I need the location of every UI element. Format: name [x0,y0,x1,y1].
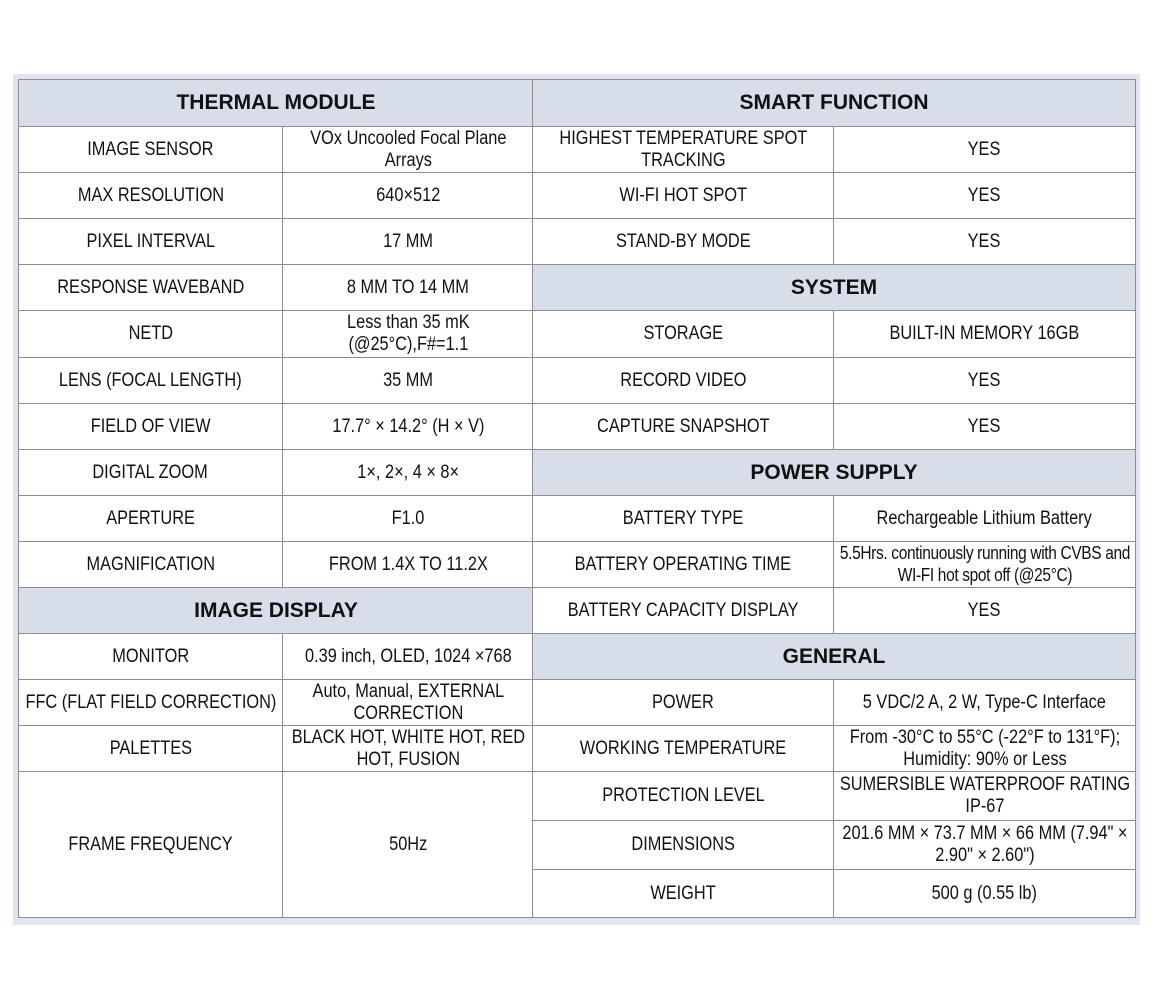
spec-label [19,127,283,173]
table-row [533,542,1136,588]
cell-text: FFC (FLAT FIELD CORRECTION) [25,691,276,713]
table-row [533,680,1136,726]
spec-value [283,173,534,219]
cell-text: POWER SUPPLY [750,460,918,484]
spec-value [283,496,534,542]
cell-text: PALETTES [109,737,192,759]
cell-text: 35 MM [383,369,433,391]
spec-value [834,219,1136,265]
spec-value [834,726,1136,772]
spec-label [19,358,283,404]
cell-text: 5 VDC/2 A, 2 W, Type-C Interface [862,691,1107,713]
spec-label [19,496,283,542]
section-header-row [533,634,1136,680]
spec-value [283,450,534,496]
table-row [19,542,534,588]
table-row [19,450,534,496]
cell-text: PIXEL INTERVAL [86,230,215,252]
spec-label [533,772,834,821]
cell-text: IMAGE DISPLAY [194,598,358,622]
spec-label [19,542,283,588]
spec-value [283,404,534,450]
cell-text: DIMENSIONS [631,834,735,855]
cell-text: WEIGHT [650,882,716,904]
table-row [19,173,534,219]
spec-label [533,219,834,265]
cell-text: 8 MM TO 14 MM [347,276,469,298]
cell-text: YES [968,184,1001,206]
spec-value [834,173,1136,219]
cell-text: DIGITAL ZOOM [92,461,209,483]
spec-label [19,173,283,219]
spec-value [283,311,534,358]
cell-text: YES [968,369,1001,391]
cell-text: 50Hz [388,833,428,855]
cell-text: IMAGE SENSOR [87,138,214,160]
cell-text: YES [968,230,1001,252]
cell-text: BATTERY OPERATING TIME [574,553,792,575]
table-row [533,821,1136,870]
spec-label [19,311,283,358]
image-display-header [19,588,534,634]
cell-text: FROM 1.4X TO 11.2X [328,553,488,575]
cell-text: FRAME FREQUENCY [68,833,233,855]
spec-table [13,74,1140,925]
spec-value [834,542,1136,588]
spec-label [19,219,283,265]
left-spec-panel [18,79,534,918]
cell-text: PROTECTION LEVEL [601,785,765,806]
table-row [533,588,1136,634]
table-row [19,726,534,772]
spec-label [533,358,834,404]
spec-value [834,821,1136,870]
section-header-row [533,450,1136,496]
smart-function-header [533,80,1136,127]
spec-value [283,634,534,680]
cell-text: THERMAL MODULE [176,91,376,114]
cell-text: STAND-BY MODE [615,230,751,252]
table-row [19,772,534,918]
spec-label [533,496,834,542]
spec-value [283,680,534,726]
cell-text: WORKING TEMPERATURE [579,737,787,759]
cell-text: MAX RESOLUTION [77,184,224,206]
spec-label [19,726,283,772]
cell-text: FIELD OF VIEW [90,415,211,437]
cell-text: VOx Uncooled Focal Plane Arrays [309,127,507,171]
table-row [533,870,1136,918]
section-header-row [19,588,534,634]
cell-text: Auto, Manual, EXTERNAL CORRECTION [312,680,504,724]
table-row [533,311,1136,358]
cell-text: APERTURE [106,507,195,529]
spec-label [533,821,834,870]
cell-text: POWER [652,691,714,713]
table-row [533,219,1136,265]
cell-text: 5.5Hrs. continuously running with CVBS and WI-FI hot spot off (@25°C) [839,543,1130,585]
cell-text: 640×512 [375,184,441,206]
spec-label [19,450,283,496]
spec-value [283,358,534,404]
system-header [533,265,1136,311]
cell-text: 500 g (0.55 lb) [931,882,1038,904]
cell-text: CAPTURE SNAPSHOT [596,415,770,437]
spec-label [533,588,834,634]
cell-text: WI-FI HOT SPOT [619,184,747,206]
spec-label [19,634,283,680]
spec-value [834,870,1136,918]
table-row [19,311,534,358]
spec-value [283,127,534,173]
right-spec-panel [532,79,1136,918]
table-row [533,358,1136,404]
cell-text: Rechargeable Lithium Battery [876,507,1093,529]
cell-text: BUILT-IN MEMORY 16GB [889,323,1080,344]
cell-text: YES [968,599,1001,621]
cell-text: LENS (FOCAL LENGTH) [59,369,242,391]
table-row [19,680,534,726]
spec-label [533,173,834,219]
cell-text: GENERAL [782,644,886,668]
cell-text: Less than 35 mK (@25°C),F#=1.1 [346,312,470,355]
cell-text: 201.6 MM × 73.7 MM × 66 MM (7.94" × 2.90" × 2.60") [841,823,1128,866]
spec-value [283,219,534,265]
cell-text: From -30°C to 55°C (-22°F to 131°F); Humidity: 90% or Less [849,726,1120,770]
power-supply-header [533,450,1136,496]
cell-text: BLACK HOT, WHITE HOT, RED HOT, FUSION [291,726,525,770]
cell-text: SMART FUNCTION [739,91,929,114]
cell-text: YES [968,138,1001,160]
cell-text: YES [968,415,1001,437]
table-row [19,404,534,450]
spec-label [19,772,283,918]
table-row [19,496,534,542]
cell-text: HIGHEST TEMPERATURE SPOT TRACKING [559,127,807,171]
cell-text: SUMERSIBLE WATERPROOF RATING IP-67 [839,774,1130,817]
spec-label [19,680,283,726]
table-row [19,127,534,173]
spec-label [533,127,834,173]
spec-value [283,265,534,311]
cell-text: STORAGE [643,323,723,344]
table-row [533,173,1136,219]
cell-text: NETD [128,323,173,344]
spec-label [533,726,834,772]
section-header-row [533,80,1136,127]
table-row [19,358,534,404]
cell-text: RESPONSE WAVEBAND [56,276,245,298]
cell-text: SYSTEM [790,275,878,299]
spec-label [533,311,834,358]
cell-text: 0.39 inch, OLED, 1024 ×768 [304,645,512,667]
spec-value [834,404,1136,450]
cell-text: BATTERY TYPE [622,507,744,529]
table-row [19,265,534,311]
thermal-module-header [19,80,534,127]
section-header-row [533,265,1136,311]
spec-value [283,542,534,588]
spec-label [533,404,834,450]
cell-text: MAGNIFICATION [86,553,215,575]
cell-text: 17 MM [383,230,433,252]
table-row [19,219,534,265]
spec-value [834,496,1136,542]
spec-value [283,726,534,772]
spec-label [533,870,834,918]
cell-text: F1.0 [391,507,425,529]
general-header [533,634,1136,680]
section-header-row [19,80,534,127]
cell-text: 17.7° × 14.2° (H × V) [331,415,485,437]
table-row [533,404,1136,450]
spec-label [19,265,283,311]
table-row [533,726,1136,772]
table-row [533,496,1136,542]
table-row [19,634,534,680]
spec-label [19,404,283,450]
spec-value [834,588,1136,634]
cell-text: RECORD VIDEO [619,369,747,391]
spec-value [834,311,1136,358]
spec-value [834,358,1136,404]
spec-value [834,680,1136,726]
cell-text: MONITOR [112,645,189,667]
cell-text: 1×, 2×, 4 × 8× [357,461,459,483]
table-row [533,127,1136,173]
spec-value [834,127,1136,173]
spec-label [533,680,834,726]
spec-label [533,542,834,588]
spec-value [283,772,534,918]
spec-value [834,772,1136,821]
cell-text: BATTERY CAPACITY DISPLAY [567,599,799,621]
table-row [533,772,1136,821]
